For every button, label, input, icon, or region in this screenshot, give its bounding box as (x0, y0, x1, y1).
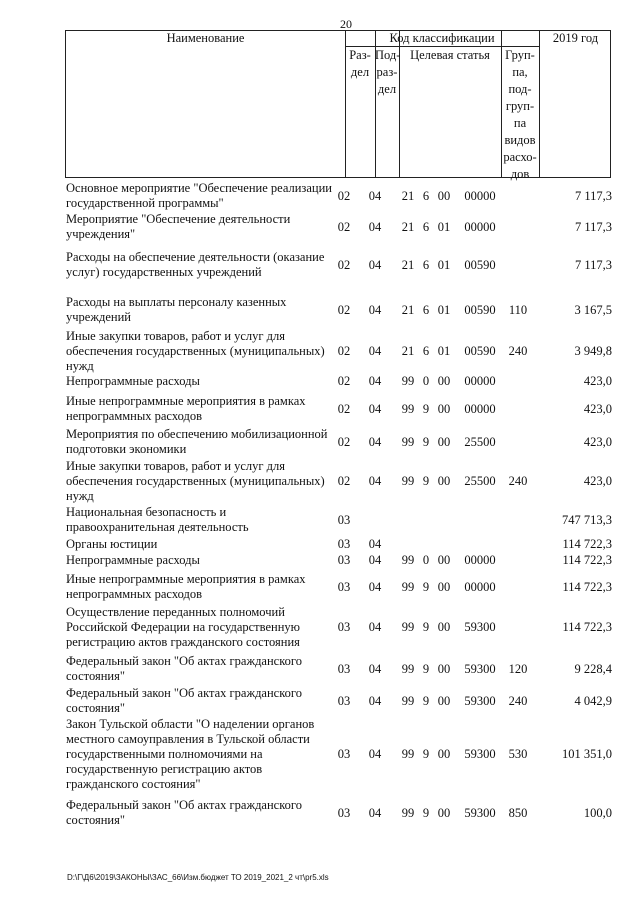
cell-pr: 04 (368, 537, 382, 551)
row-name (66, 686, 346, 716)
cell-rz: 02 (337, 344, 351, 358)
row-name (66, 181, 346, 211)
row-name-line: Иные непрограммные мероприятия в рамках (66, 394, 306, 408)
cell-amount: 114 722,3 (562, 553, 612, 567)
cell-pr: 04 (368, 435, 382, 449)
cell-t1: 21 (401, 220, 415, 234)
row-name-line: Иные закупки товаров, работ и услуг для (66, 459, 286, 473)
row-name-line: Органы юстиции (66, 537, 158, 551)
cell-rz: 03 (337, 694, 351, 708)
header-group-line: па (513, 116, 527, 130)
cell-pr: 04 (368, 553, 382, 567)
cell-amount: 9 228,4 (574, 662, 612, 676)
row-name-line: Непрограммные расходы (66, 374, 200, 388)
cell-rz: 02 (337, 303, 351, 317)
cell-t4: 59300 (464, 806, 496, 820)
cell-rz: 03 (337, 806, 351, 820)
row-name-line: правоохранительная деятельность (66, 520, 249, 534)
row-name (66, 374, 346, 389)
cell-rz: 02 (337, 189, 351, 203)
cell-amount: 7 117,3 (574, 258, 612, 272)
row-name (66, 459, 346, 504)
row-name-line: непрограммных расходов (66, 587, 202, 601)
row-name-line: регистрацию актов гражданского состояния (66, 635, 300, 649)
cell-t2: 9 (422, 747, 430, 761)
header-razdel (345, 47, 375, 81)
cell-pr: 04 (368, 220, 382, 234)
cell-rz: 02 (337, 374, 351, 388)
cell-rz: 02 (337, 474, 351, 488)
cell-t3: 00 (437, 747, 451, 761)
cell-t2: 9 (422, 435, 430, 449)
cell-amount: 114 722,3 (562, 580, 612, 594)
row-name-line: Национальная безопасность и (66, 505, 227, 519)
cell-t1: 99 (401, 553, 415, 567)
row-name (66, 329, 346, 374)
header-classification: Код классификации (389, 31, 495, 45)
row-name-line: Иные непрограммные мероприятия в рамках (66, 572, 306, 586)
file-path-footer: D:\Г\Д6\2019\ЗАКОНЫ\ЗАС_66\Изм.бюджет ТО 2019_2021_2 чт\pr5.xls (67, 873, 329, 882)
cell-vr: 240 (508, 694, 528, 708)
cell-t2: 6 (422, 189, 430, 203)
cell-vr: 120 (508, 662, 528, 676)
cell-t2: 6 (422, 303, 430, 317)
row-name-line: обеспечения государственных (муниципальных) (66, 474, 325, 488)
cell-t3: 00 (437, 553, 451, 567)
row-name-line: услуг) государственных учреждений (66, 265, 262, 279)
cell-vr: 110 (508, 303, 528, 317)
cell-t3: 00 (437, 189, 451, 203)
cell-pr: 04 (368, 303, 382, 317)
cell-amount: 101 351,0 (562, 747, 612, 761)
cell-t2: 0 (422, 374, 430, 388)
cell-t4: 00590 (464, 303, 496, 317)
cell-t3: 00 (437, 402, 451, 416)
cell-t2: 9 (422, 694, 430, 708)
cell-amount: 3 167,5 (574, 303, 612, 317)
cell-amount: 114 722,3 (562, 620, 612, 634)
cell-t3: 00 (437, 435, 451, 449)
header-group-line: под- (508, 82, 532, 96)
row-name-line: Расходы на выплаты персоналу казенных (66, 295, 287, 309)
cell-rz: 03 (337, 537, 351, 551)
row-name-line: местного самоуправления в Тульской области (66, 732, 310, 746)
cell-amount: 747 713,3 (562, 513, 612, 527)
cell-t3: 00 (437, 620, 451, 634)
row-name-line: Расходы на обеспечение деятельности (оказание (66, 250, 325, 264)
header-podrazdel-line: дел (377, 82, 397, 96)
cell-t1: 21 (401, 258, 415, 272)
cell-rz: 03 (337, 662, 351, 676)
cell-rz: 03 (337, 580, 351, 594)
cell-t1: 21 (401, 189, 415, 203)
cell-t1: 99 (401, 374, 415, 388)
row-name-line: обеспечения государственных (муниципальных) (66, 344, 325, 358)
row-name (66, 798, 346, 828)
cell-t3: 01 (437, 220, 451, 234)
cell-t4: 59300 (464, 662, 496, 676)
row-name-line: учреждений (66, 310, 131, 324)
cell-amount: 423,0 (583, 435, 612, 449)
cell-t1: 99 (401, 806, 415, 820)
cell-t3: 00 (437, 806, 451, 820)
header-podrazdel (375, 47, 399, 98)
cell-t3: 01 (437, 303, 451, 317)
row-name-line: Непрограммные расходы (66, 553, 200, 567)
header-divider (539, 31, 540, 177)
row-name-line: состояния" (66, 701, 125, 715)
row-name (66, 427, 346, 457)
row-name-line: состояния" (66, 813, 125, 827)
cell-t4: 00000 (464, 553, 496, 567)
cell-amount: 114 722,3 (562, 537, 612, 551)
cell-pr: 04 (368, 580, 382, 594)
cell-t3: 00 (437, 474, 451, 488)
row-name (66, 537, 346, 552)
cell-t4: 00590 (464, 344, 496, 358)
row-name-line: подготовки экономики (66, 442, 187, 456)
cell-t1: 99 (401, 747, 415, 761)
cell-amount: 4 042,9 (574, 694, 612, 708)
cell-t2: 9 (422, 474, 430, 488)
row-name-line: состояния" (66, 669, 125, 683)
cell-t2: 0 (422, 553, 430, 567)
cell-pr: 04 (368, 806, 382, 820)
cell-t2: 6 (422, 220, 430, 234)
row-name-line: Закон Тульской области "О наделении органов (66, 717, 315, 731)
cell-t1: 99 (401, 474, 415, 488)
cell-pr: 04 (368, 474, 382, 488)
cell-pr: 04 (368, 344, 382, 358)
row-name-line: Мероприятие "Обеспечение деятельности (66, 212, 291, 226)
cell-pr: 04 (368, 747, 382, 761)
cell-t2: 9 (422, 662, 430, 676)
row-name-line: непрограммных расходов (66, 409, 202, 423)
cell-t4: 59300 (464, 747, 496, 761)
row-name-line: Иные закупки товаров, работ и услуг для (66, 329, 286, 343)
cell-t1: 99 (401, 402, 415, 416)
cell-pr: 04 (368, 258, 382, 272)
cell-t3: 00 (437, 694, 451, 708)
cell-t4: 00000 (464, 374, 496, 388)
cell-t4: 25500 (464, 474, 496, 488)
cell-vr: 850 (508, 806, 528, 820)
row-name (66, 212, 346, 242)
cell-pr: 04 (368, 402, 382, 416)
row-name (66, 654, 346, 684)
header-group-line: Груп- (505, 48, 535, 62)
cell-t4: 00000 (464, 580, 496, 594)
cell-t2: 9 (422, 402, 430, 416)
row-name-line: государственными полномочиями на (66, 747, 263, 761)
cell-t1: 21 (401, 303, 415, 317)
cell-amount: 7 117,3 (574, 220, 612, 234)
row-name-line: нужд (66, 489, 94, 503)
cell-pr: 04 (368, 189, 382, 203)
cell-t3: 00 (437, 662, 451, 676)
cell-t4: 59300 (464, 694, 496, 708)
cell-rz: 02 (337, 258, 351, 272)
row-name-line: учреждения" (66, 227, 136, 241)
row-name (66, 394, 346, 424)
cell-t1: 21 (401, 344, 415, 358)
row-name-line: государственную регистрацию актов (66, 762, 263, 776)
header-group (501, 47, 539, 183)
cell-t3: 00 (437, 374, 451, 388)
cell-t1: 99 (401, 435, 415, 449)
header-group-line: дов (510, 167, 530, 181)
header-razdel-line: дел (350, 65, 370, 79)
row-name-line: Федеральный закон "Об актах гражданского (66, 798, 302, 812)
cell-vr: 240 (508, 344, 528, 358)
cell-rz: 03 (337, 553, 351, 567)
cell-rz: 02 (337, 220, 351, 234)
cell-t2: 6 (422, 344, 430, 358)
header-group-line: па, (512, 65, 528, 79)
cell-amount: 423,0 (583, 474, 612, 488)
cell-t1: 99 (401, 662, 415, 676)
cell-rz: 02 (337, 435, 351, 449)
header-group-line: видов (504, 133, 536, 147)
cell-pr: 04 (368, 694, 382, 708)
cell-t2: 9 (422, 580, 430, 594)
cell-t4: 00000 (464, 189, 496, 203)
row-name (66, 250, 346, 280)
cell-rz: 03 (337, 620, 351, 634)
row-name-line: Российской Федерации на государственную (66, 620, 300, 634)
header-podrazdel-line: Под- (375, 48, 401, 62)
cell-amount: 423,0 (583, 374, 612, 388)
row-name-line: нужд (66, 359, 94, 373)
header-podrazdel-line: раз- (376, 65, 398, 79)
cell-t2: 9 (422, 806, 430, 820)
cell-t4: 00000 (464, 220, 496, 234)
header-name: Наименование (166, 31, 245, 45)
header-group-line: груп- (505, 99, 535, 113)
row-name (66, 572, 346, 602)
cell-pr: 04 (368, 620, 382, 634)
row-name-line: гражданского состояния" (66, 777, 201, 791)
cell-pr: 04 (368, 374, 382, 388)
cell-t2: 6 (422, 258, 430, 272)
cell-t1: 99 (401, 620, 415, 634)
cell-t4: 00000 (464, 402, 496, 416)
row-name-line: Федеральный закон "Об актах гражданского (66, 686, 302, 700)
cell-t3: 01 (437, 344, 451, 358)
row-name-line: Федеральный закон "Об актах гражданского (66, 654, 302, 668)
cell-pr: 04 (368, 662, 382, 676)
row-name-line: Осуществление переданных полномочий (66, 605, 285, 619)
cell-t1: 99 (401, 694, 415, 708)
header-year: 2019 год (552, 31, 599, 45)
cell-vr: 240 (508, 474, 528, 488)
header-target: Целевая статья (410, 48, 490, 62)
row-name (66, 553, 346, 568)
table-header (65, 30, 611, 181)
row-name (66, 295, 346, 325)
cell-rz: 02 (337, 402, 351, 416)
cell-t2: 9 (422, 620, 430, 634)
row-name-line: государственной программы" (66, 196, 224, 210)
row-name (66, 605, 346, 650)
cell-rz: 03 (337, 513, 351, 527)
header-group-line: расхо- (503, 150, 537, 164)
row-name-line: Основное мероприятие "Обеспечение реализации (66, 181, 332, 195)
row-name (66, 717, 346, 792)
page-number: 20 (340, 17, 352, 31)
cell-t3: 01 (437, 258, 451, 272)
header-razdel-line: Раз- (349, 48, 371, 62)
row-name-line: Мероприятия по обеспечению мобилизационной (66, 427, 328, 441)
cell-amount: 7 117,3 (574, 189, 612, 203)
cell-t4: 00590 (464, 258, 496, 272)
cell-t1: 99 (401, 580, 415, 594)
cell-vr: 530 (508, 747, 528, 761)
cell-t4: 25500 (464, 435, 496, 449)
cell-amount: 423,0 (583, 402, 612, 416)
cell-amount: 3 949,8 (574, 344, 612, 358)
cell-t3: 00 (437, 580, 451, 594)
row-name (66, 505, 346, 535)
cell-t4: 59300 (464, 620, 496, 634)
cell-amount: 100,0 (583, 806, 612, 820)
cell-rz: 03 (337, 747, 351, 761)
